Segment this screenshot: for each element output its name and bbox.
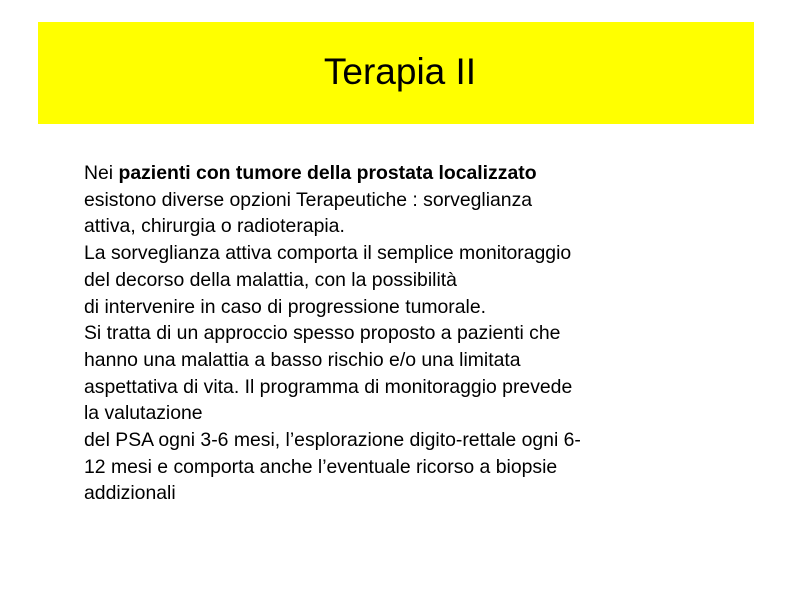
body-line: attiva, chirurgia o radioterapia.	[84, 215, 345, 238]
body-line-bold-phrase: pazienti con tumore della prostata localizzato	[118, 162, 537, 184]
body-line: del decorso della malattia, con la possibilità	[84, 268, 457, 291]
body-line: 12 mesi e comporta anche l’eventuale ricorso a biopsie	[84, 455, 558, 478]
body-line: del PSA ogni 3-6 mesi, l’esplorazione digito-rettale ogni 6-	[84, 429, 581, 452]
body-line	[84, 160, 724, 187]
body-line: addizionali	[84, 482, 176, 505]
body-line: Si tratta di un approccio spesso proposto a pazienti che	[84, 322, 561, 345]
body-line: hanno una malattia a basso rischio e/o una limitata	[84, 348, 521, 371]
body-line: La sorveglianza attiva comporta il semplice monitoraggio	[84, 242, 572, 265]
body-line: aspettativa di vita. Il programma di monitoraggio prevede	[84, 375, 573, 398]
title-banner	[38, 22, 754, 124]
body-line: la valutazione	[84, 402, 203, 425]
slide-body	[84, 160, 724, 507]
body-line: di intervenire in caso di progressione tumorale.	[84, 295, 487, 318]
body-line: esistono diverse opzioni Terapeutiche : sorveglianza	[84, 188, 533, 211]
slide-title: Terapia II	[323, 51, 477, 92]
body-line-lead: Nei	[84, 162, 119, 184]
